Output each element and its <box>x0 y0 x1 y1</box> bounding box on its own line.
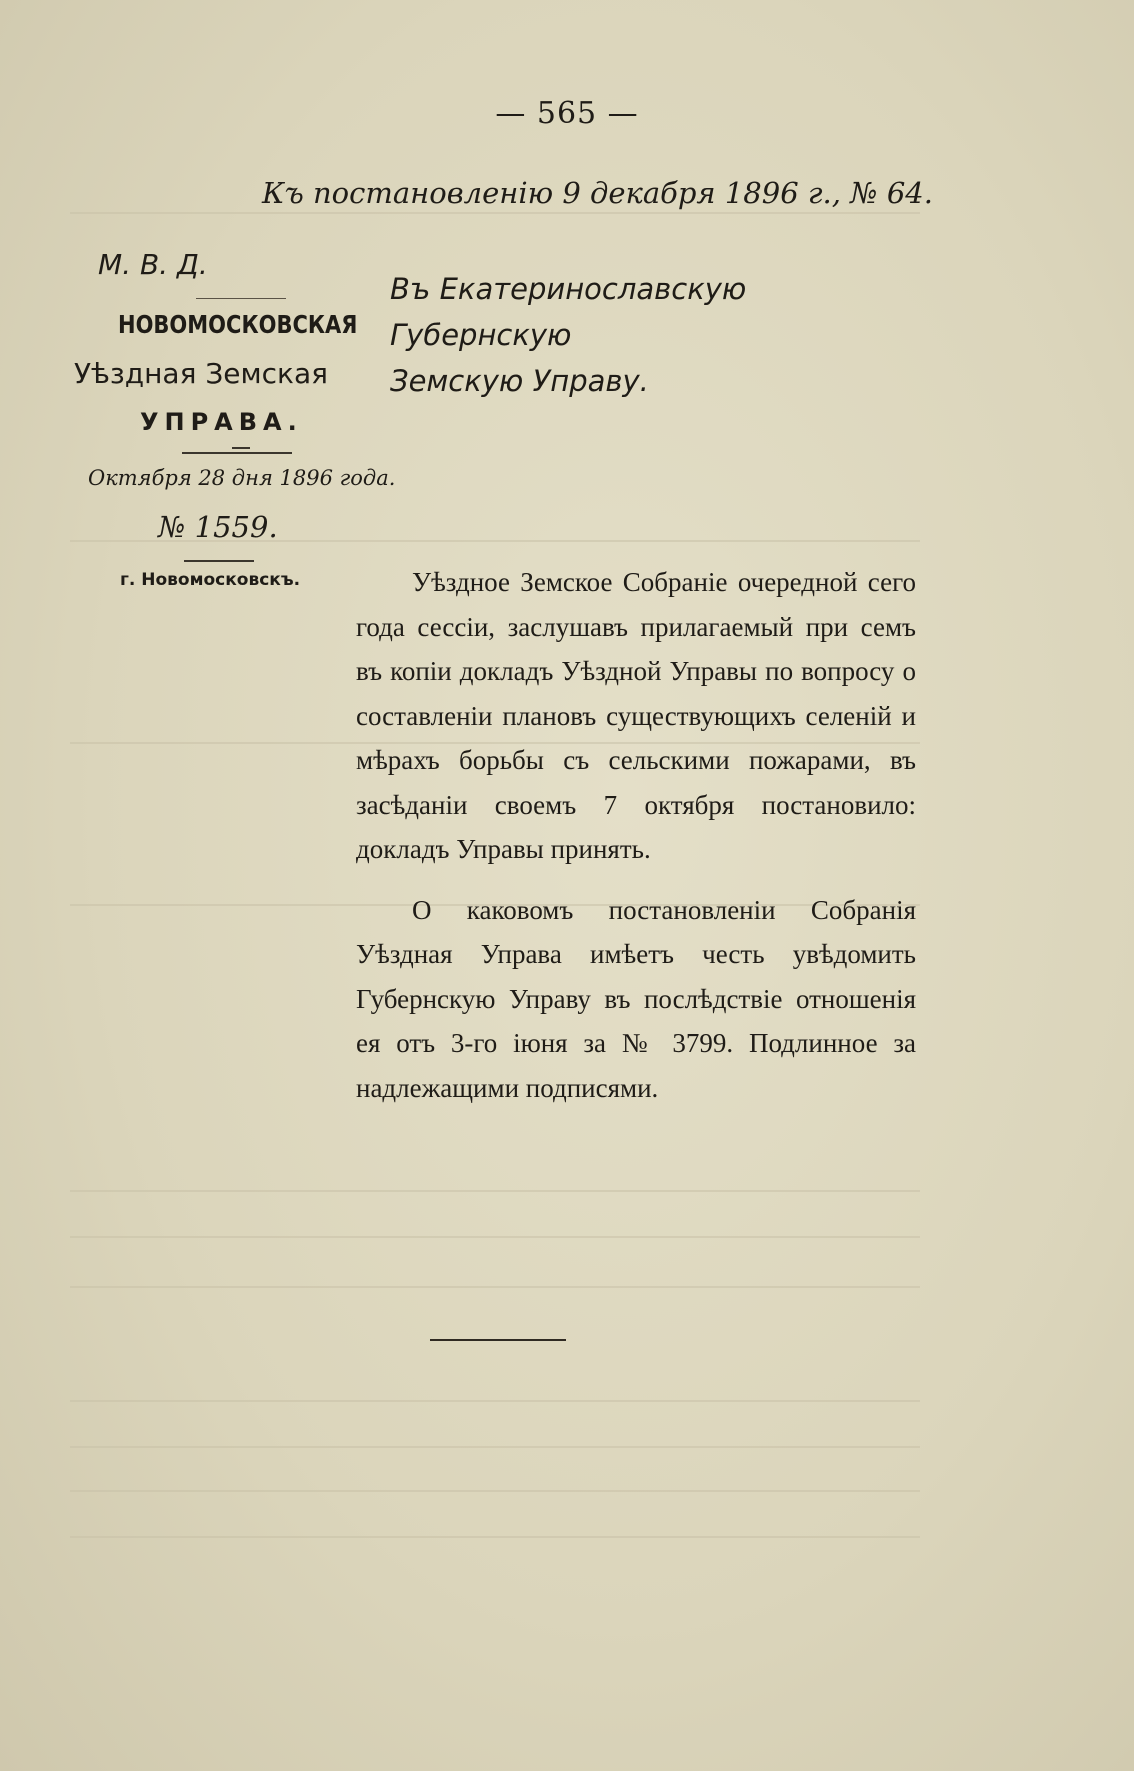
divider <box>196 298 286 299</box>
ornamental-divider <box>184 560 254 562</box>
sender-subtitle: Уѣздная Земская <box>74 357 328 390</box>
ornamental-divider <box>232 447 250 455</box>
sender-type: УПРАВА. <box>140 408 303 436</box>
bleed-through-line <box>70 1536 920 1538</box>
letter-number: № 1559. <box>158 510 278 544</box>
page-number: — 565 — <box>495 96 639 131</box>
body-paragraph: О каковомъ постановленіи Собранія Уѣздная Управа имѣетъ честь увѣдомить Губернскую Управу въ послѣдствіе отношенія ея отъ 3-го іюня за № 3799. Подлинное за надлежащими подписями. <box>356 894 916 1103</box>
bleed-through-line <box>70 212 920 214</box>
bleed-through-line <box>70 1236 920 1238</box>
body-paragraph: Уѣздное Земское Собраніе очередной сего года сессіи, заслушавъ прилагаемый при семъ въ копіи докладъ Уѣздной Управы по вопросу о составленіи плановъ существующихъ селеній и мѣрахъ борьбы съ сельскими пожарами, въ засѣданіи своемъ 7 октября постановило: докладъ Управы принять. <box>356 567 916 864</box>
sender-name: НОВОМОСКОВСКАЯ <box>118 310 358 339</box>
addressee-line: Земскую Управу. <box>390 364 649 398</box>
bleed-through-line <box>70 1190 920 1192</box>
resolution-reference: Къ постановленію 9 декабря 1896 г., № 64. <box>262 176 933 210</box>
letter-body <box>356 560 916 1110</box>
ministry-abbreviation: М. В. Д. <box>98 248 208 281</box>
closing-rule <box>430 1339 566 1341</box>
bleed-through-line <box>70 1400 920 1402</box>
addressee <box>390 266 930 404</box>
bleed-through-line <box>70 1446 920 1448</box>
bleed-through-line <box>70 1286 920 1288</box>
letter-date: Октября 28 дня 1896 года. <box>88 466 396 490</box>
sender-city: г. Новомосковскъ. <box>120 570 301 590</box>
addressee-line: Въ Екатеринославскую Губернскую <box>390 272 747 352</box>
bleed-through-line <box>70 1490 920 1492</box>
